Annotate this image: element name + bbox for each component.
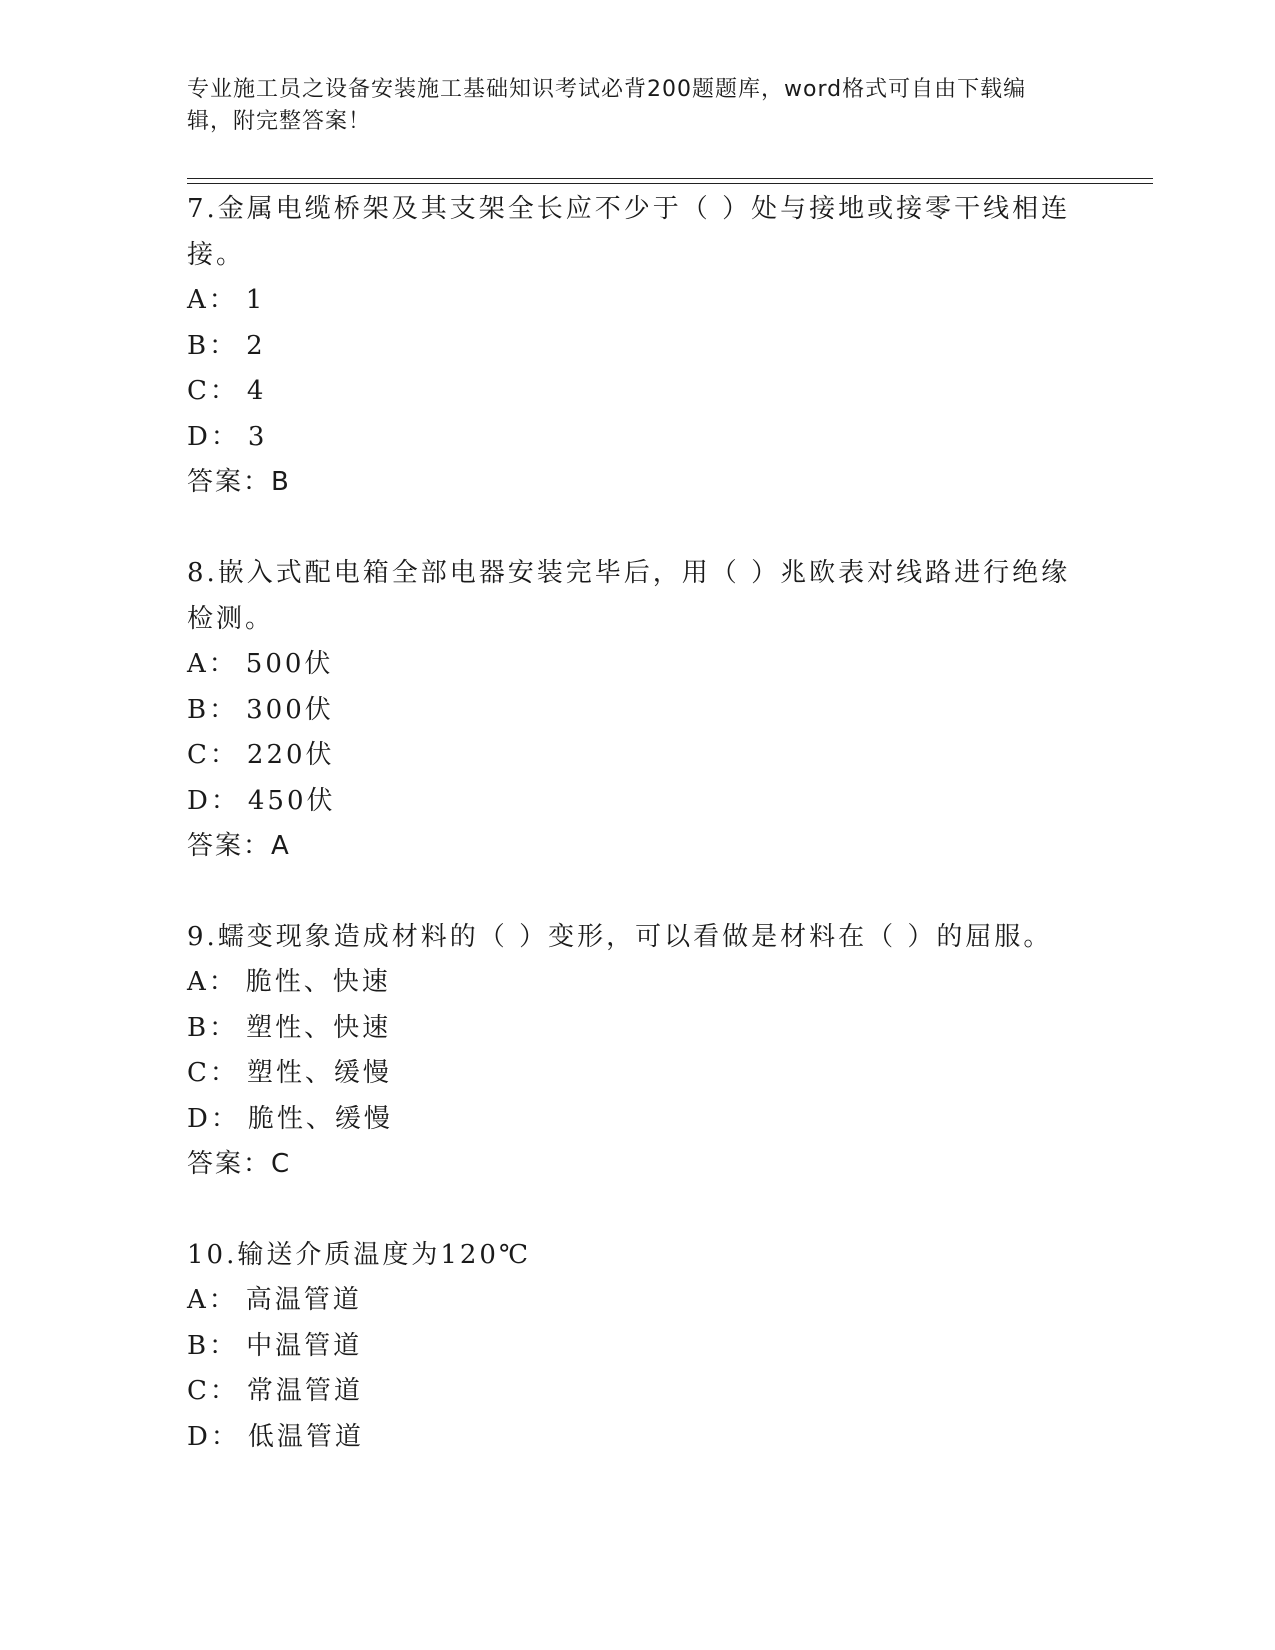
option-text: 高温管道 [245,1285,362,1315]
option-text: 塑性、快速 [246,1012,392,1043]
option-separator: ： [210,785,240,816]
option-separator: ： [209,1330,239,1361]
option-separator: ： [209,1376,239,1406]
question-stem: 8.嵌入式配电箱全部电器安装完毕后，用（ ）兆欧表对线路进行绝缘检测。 [187,558,1071,634]
option-b [187,324,1087,370]
option-text: 500伏 [245,649,334,679]
option-separator: ： [210,1421,240,1452]
option-text: 中温管道 [246,1330,363,1361]
option-separator: ： [210,421,240,452]
option-text: 常温管道 [246,1376,363,1406]
option-separator: ： [209,740,239,770]
option-key: D [187,1421,211,1452]
option-key: A [187,649,209,679]
option-c [187,733,1087,779]
option-key: B [187,330,210,361]
option-b [187,688,1087,734]
option-c [187,369,1087,415]
option-text: 2 [246,330,266,361]
option-key: B [187,694,210,725]
option-text: 脆性、缓慢 [247,1103,393,1134]
option-separator: ： [209,330,239,361]
question-stem: 7.金属电缆桥架及其支架全长应不少于（ ）处与接地或接零干线相连接。 [187,194,1071,270]
option-separator: ： [208,649,238,679]
option-key: C [187,1058,210,1088]
option-text: 低温管道 [247,1421,364,1452]
answer-line: 答案：B [187,467,291,497]
option-separator: ： [208,285,238,315]
option-a [187,278,1087,324]
option-a [187,642,1087,688]
question-7 [187,186,1087,505]
option-key: C [187,740,210,770]
option-text: 4 [246,376,267,406]
question-list [187,186,1087,1505]
answer-line: 答案：A [187,831,291,861]
option-key: D [187,421,211,452]
option-text: 脆性、快速 [245,967,391,997]
option-separator: ： [209,376,239,406]
option-key: A [187,967,209,997]
option-key: D [187,785,211,816]
option-text: 1 [245,285,266,315]
option-separator: ： [208,967,238,997]
option-key: C [187,1376,210,1406]
option-separator: ： [208,1285,238,1315]
option-d [187,415,1087,461]
option-key: B [187,1330,210,1361]
header-divider-bottom [187,183,1153,184]
option-key: C [187,376,210,406]
option-a [187,1278,1087,1324]
question-9 [187,914,1087,1187]
option-separator: ： [209,1058,239,1088]
option-a [187,960,1087,1006]
question-stem: 10.输送介质温度为120℃ [187,1240,532,1270]
header-divider-top [187,178,1153,179]
option-key: B [187,1012,210,1043]
option-text: 300伏 [246,694,334,725]
answer-line: 答案：C [187,1149,292,1179]
option-key: A [187,1285,209,1315]
option-c [187,1369,1087,1415]
option-text: 3 [247,421,268,452]
option-c [187,1051,1087,1097]
option-b [187,1006,1087,1052]
question-stem: 9.蠕变现象造成材料的（ ）变形，可以看做是材料在（ ）的屈服。 [187,922,1053,952]
option-key: A [187,285,209,315]
option-separator: ： [210,1103,240,1134]
option-text: 220伏 [246,740,335,770]
question-8 [187,550,1087,869]
option-text: 塑性、缓慢 [246,1058,392,1088]
option-d [187,1097,1087,1143]
option-key: D [187,1103,211,1134]
option-d [187,1415,1087,1461]
option-text: 450伏 [247,785,336,816]
option-separator: ： [209,1012,239,1043]
document-header: 专业施工员之设备安装施工基础知识考试必背200题题库，word格式可自由下载编辑，附完整答案！ [187,77,1027,134]
option-b [187,1324,1087,1370]
question-10 [187,1232,1087,1460]
option-d [187,779,1087,825]
option-separator: ： [209,694,239,725]
